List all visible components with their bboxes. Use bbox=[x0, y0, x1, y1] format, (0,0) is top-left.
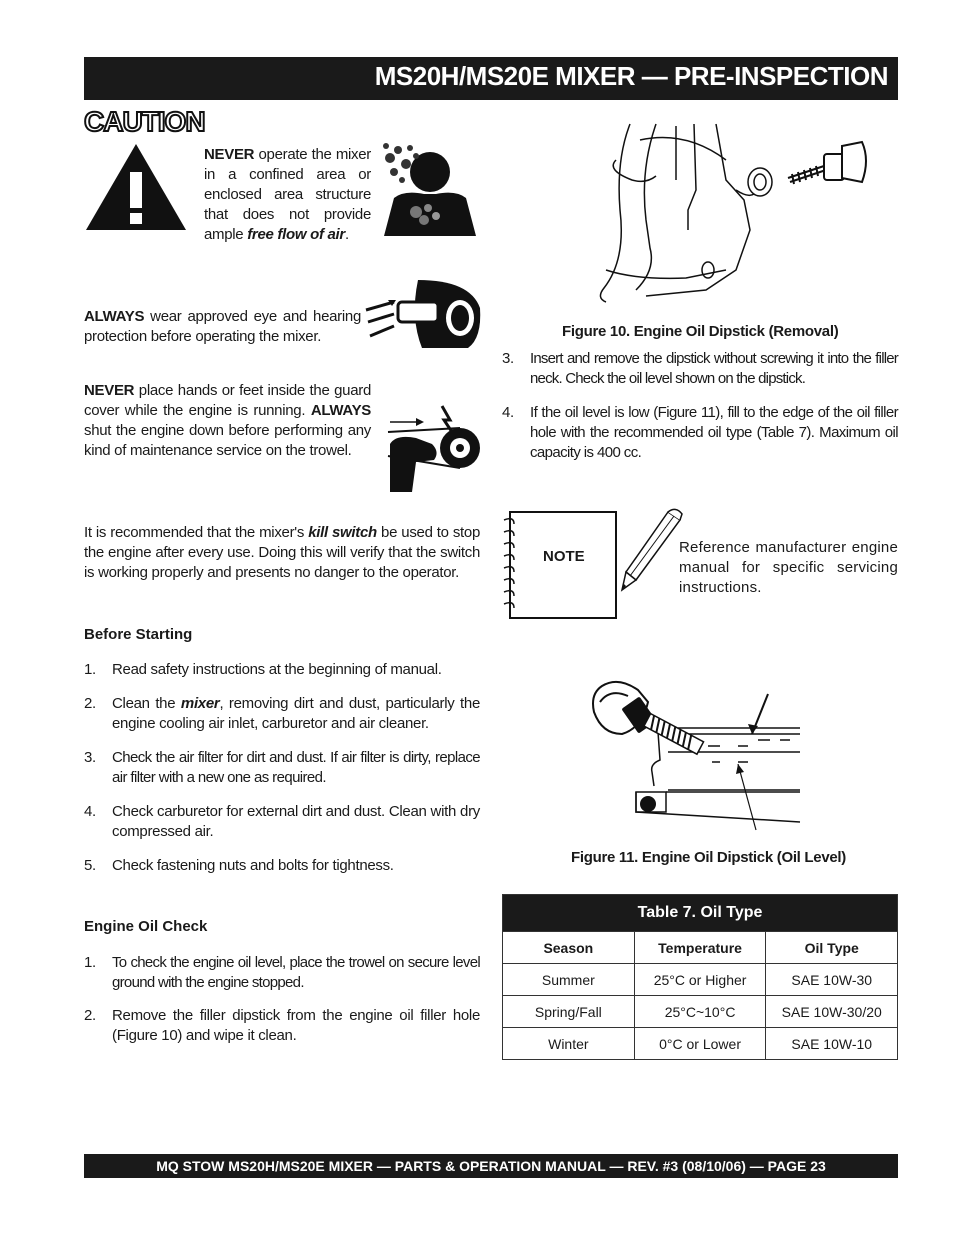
figure-10-caption: Figure 10. Engine Oil Dipstick (Removal) bbox=[562, 323, 839, 340]
header-bar bbox=[84, 57, 898, 100]
list-item: 1. To check the engine oil level, place the trowel on secure level ground with the engine stopped. bbox=[84, 954, 480, 991]
table-cell: SAE 10W-10 bbox=[766, 1028, 898, 1060]
table-row bbox=[503, 964, 898, 996]
table-header: Temperature bbox=[634, 932, 766, 964]
note-text: Reference manufacturer engine manual for specific servicing instructions. bbox=[679, 539, 898, 596]
list-item: 4. If the oil level is low (Figure 11), fill to the edge of the oil filler hole with the recommended oil type (Table 7). Maximum oil capacity is 400 cc. bbox=[502, 404, 898, 461]
figure-11-caption: Figure 11. Engine Oil Dipstick (Oil Level) bbox=[571, 849, 846, 866]
table-cell: 0°C or Lower bbox=[634, 1028, 766, 1060]
list-item: 2. Remove the filler dipstick from the engine oil filler hole (Figure 10) and wipe it clean. bbox=[84, 1007, 480, 1044]
note-label: NOTE bbox=[543, 548, 585, 565]
figure-11-illustration bbox=[588, 672, 804, 832]
table-cell: Winter bbox=[503, 1028, 635, 1060]
list-item: 3. Insert and remove the dipstick without screwing it into the filler neck. Check the oil level shown on the dipstick. bbox=[502, 350, 898, 387]
table-row bbox=[503, 1028, 898, 1060]
hand-belt-hazard-icon bbox=[386, 404, 482, 494]
oil-type-table bbox=[502, 894, 898, 1060]
table-cell: Spring/Fall bbox=[503, 996, 635, 1028]
figure-10-illustration bbox=[576, 120, 872, 306]
caution-heading: CAUTION bbox=[84, 106, 205, 137]
table-title: Table 7. Oil Type bbox=[503, 895, 898, 932]
footer-text: MQ STOW MS20H/MS20E MIXER — PARTS & OPERATION MANUAL — REV. #3 (08/10/06) — PAGE 23 bbox=[156, 1158, 826, 1174]
table-cell: SAE 10W-30/20 bbox=[766, 996, 898, 1028]
list-item: 4. Check carburetor for external dirt and dust. Clean with dry compressed air. bbox=[84, 803, 480, 840]
toxic-fumes-icon bbox=[380, 138, 480, 240]
page-title: MS20H/MS20E MIXER — PRE-INSPECTION bbox=[374, 61, 888, 91]
list-item: 5. Check fastening nuts and bolts for tightness. bbox=[84, 857, 394, 874]
warning-guard-text: NEVER place hands or feet inside the guard cover while the engine is running. ALWAYS shut the engine down before performing any kind of maintenance service on the trowel. bbox=[84, 382, 371, 459]
table-cell: 25°C or Higher bbox=[634, 964, 766, 996]
table-cell: SAE 10W-30 bbox=[766, 964, 898, 996]
ear-eye-protection-icon bbox=[360, 278, 482, 350]
table-row bbox=[503, 996, 898, 1028]
list-item: 1. Read safety instructions at the beginning of manual. bbox=[84, 661, 442, 678]
list-item: 3. Check the air filter for dirt and dust. If air filter is dirty, replace air filter with a new one as required. bbox=[84, 749, 480, 786]
list-item: 2. Clean the mixer, removing dirt and dust, particularly the engine cooling air inlet, carburetor and air cleaner. bbox=[84, 695, 480, 732]
table-header: Season bbox=[503, 932, 635, 964]
kill-switch-text: It is recommended that the mixer's kill switch be used to stop the engine after every use. Doing this will verify that the switch is working properly and presents no danger to the operator. bbox=[84, 524, 480, 581]
table-cell: 25°C~10°C bbox=[634, 996, 766, 1028]
table-cell: Summer bbox=[503, 964, 635, 996]
table-header: Oil Type bbox=[766, 932, 898, 964]
engine-oil-check-heading: Engine Oil Check bbox=[84, 918, 208, 935]
before-starting-heading: Before Starting bbox=[84, 626, 193, 643]
warning-triangle-icon bbox=[84, 142, 188, 232]
warning-air-text: NEVER operate the mixer in a confined area or enclosed area structure that does not provide ample free flow of air. bbox=[204, 146, 371, 243]
pencil-icon bbox=[618, 506, 688, 592]
warning-protection-text: ALWAYS wear approved eye and hearing protection before operating the mixer. bbox=[84, 308, 361, 345]
footer-bar bbox=[84, 1154, 898, 1178]
